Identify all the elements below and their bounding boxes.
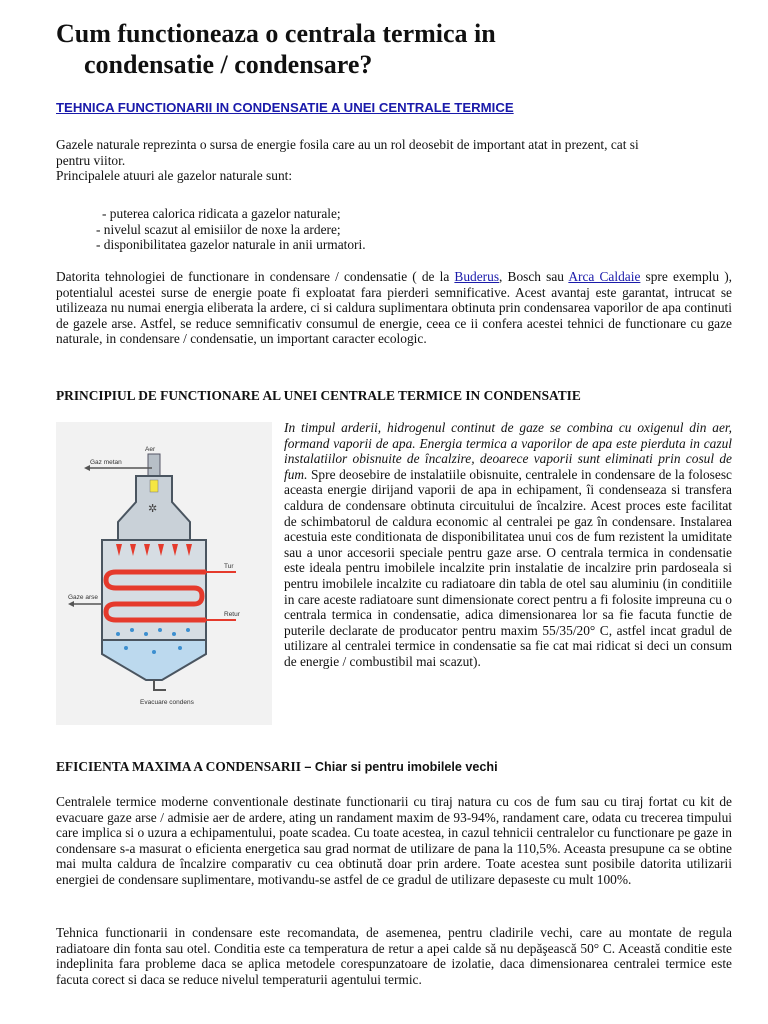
- page-title-line2: condensatie / condensare?: [84, 50, 373, 79]
- principle-paragraph: [284, 420, 732, 670]
- bullet-list: [96, 206, 696, 253]
- section-principiul-heading: PRINCIPIUL DE FUNCTIONARE AL UNEI CENTRALE TERMICE IN CONDENSATIE: [56, 388, 581, 403]
- principle-body-text: Spre deosebire de instalatiile obisnuite, centralele in condensare de la folosesc aceasta energie dirijand vaporii de apa in echipament, îi condenseaza si transfera caldura de condensare obtinuta circuitului de încalzire. Acest proces este facilitat de schimbatorul de caldura economic al centralei pe gaz în condensare. Instalarea acestuia este conditionata de disponibilitatea unui cos de fum rezistent la umiditate sau a unor accesorii speciale pentru gaze arse. O centrala termica in condensatie este ideala pentru imobilele incalzite prin instalatie de incalzire prin pardoseala si pentru imobilele incalzite cu radiatoare din tabla de otel sau aluminiu (in conditiile in care aceste radiatoare sunt dimensionate corect pentru a fi folosite impreuna cu o centrala termica in condensatie, adica dimensionarea lor sa fie facuta functie de puterile declarate de producator pentru maxim 55/35/20° C, astfel incat gradul de utilizare al centralei termice in condensatie sa fie cat mai ridicat si deci un consum de energie / combustibil mai scazut).: [284, 466, 732, 669]
- intro-paragraph-line2: pentru viitor.: [56, 152, 126, 168]
- gaz-metan-label: Gaz metan: [90, 459, 122, 466]
- drain-pipe-shape: [154, 680, 166, 690]
- tur-label: Tur: [224, 563, 234, 570]
- tech-text-pre: Datorita tehnologiei de functionare in condensare / condensatie ( de la: [56, 269, 455, 284]
- subtitle-link[interactable]: TEHNICA FUNCTIONARII IN CONDENSATIE A UNEI CENTRALE TERMICE: [56, 100, 514, 115]
- eficienta-paragraph-2: Tehnica functionarii in condensare este recomandata, de asemenea, pentru cladirile vechi, care au montate de regula radiatoare din fonta sau otel. Conditia este ca temperatura de retur a apei calde să nu depăşească 50° C. Această conditie este indeplinita fara probleme daca se aplica metodele corespunzatoare de izolatie, daca dimensionarea centralei termice este facuta corect si daca se reduce nivelul temperaturii agentului termic.: [56, 925, 732, 987]
- section-eficienta-heading: [56, 758, 732, 776]
- tech-text-mid: , Bosch sau: [499, 269, 569, 284]
- gas-valve-shape: [150, 480, 158, 492]
- buderus-link[interactable]: Buderus: [454, 269, 500, 284]
- bullet-item: - disponibilitatea gazelor naturale in anii urmatori.: [96, 237, 366, 253]
- principle-italic-text: In timpul arderii, hidrogenul continut de gaze se combina cu oxigenul din aer, formand vaporii de apa. Energia termica a vaporilor de apa este pierduta in cazul instalatiilor obisnuite de încalzire, deoarece vaporii sunt eliminati prin cosul de fum.: [284, 420, 732, 482]
- condensate-tank-shape: [102, 640, 206, 680]
- intro-atuuri: Principalele atuuri ale gazelor naturale sunt:: [56, 168, 293, 184]
- retur-label: Retur: [224, 611, 240, 618]
- arca-caldaie-link[interactable]: Arca Caldaie: [568, 269, 641, 284]
- eficienta-paragraph-1: Centralele termice moderne conventionale destinate functionarii cu tiraj natura cu cos de fum sau cu tiraj fortat cu kit de evacuare gaze arse / admisie aer de ardere, ating un randament maxim de 93-94%, randament care, odata cu trecerea timpului care implica si o uzura a echipamentului, poate scadea. Cu toate acestea, in cazul tehnicii centralelor cu functionare pe gaze in condensare s-a masurat o eficienta energetica sau grad normat de utilizare de pana la 110,5%. Aceasta presupune ca se obtine mai multa caldura de încalzire comparativ cu cea obtinută doar prin ardere. Toate acestea sunt posibile datorita utilizarii energiei de condensare suplimentare, motivandu-se astfel de ce gradul de utilizare depaseste cu mult 100%.: [56, 794, 732, 887]
- technology-paragraph: [56, 269, 732, 347]
- bullet-item: - nivelul scazut al emisiilor de noxe la ardere;: [96, 221, 341, 237]
- exhaust-arrow-icon: [68, 601, 74, 607]
- page-title-line1: Cum functioneaza o centrala termica in: [56, 19, 496, 48]
- eficienta-heading-bold: EFICIENTA MAXIMA A CONDENSARII: [56, 759, 301, 774]
- intro-paragraph-line1: Gazele naturale reprezinta o sursa de energie fosila care au un rol deosebit de important atat in prezent, cat si: [56, 137, 639, 152]
- gaze-arse-label: Gaze arse: [68, 594, 98, 601]
- page-title: [56, 18, 732, 80]
- eficienta-heading-rest: – Chiar si pentru imobilele vechi: [300, 760, 498, 774]
- tech-text-post: spre exemplu ), potentialul acestei surse de energie poate fi exploatat fara pierderi semnificative. Acest avantaj este garantat, intrucat se utilizeaza nu numai energia eliberata la ardere, ci si caldura suplimentara obtinuta prin condensarea vaporilor de apa continuti de gazele arse. Astfel, se reduce semnificativ consumul de energie, ceea ce ii confera acestei tehnici de functionare cu gaze naturale, in condensare / condensatie, un important caracter ecologic.: [56, 269, 732, 347]
- chimney-shape: [148, 454, 160, 476]
- evacuare-condens-label: Evacuare condens: [140, 699, 194, 706]
- boiler-diagram: [56, 422, 272, 725]
- bullet-item: - puterea calorica ridicata a gazelor naturale;: [102, 206, 341, 221]
- fan-icon: ✲: [148, 503, 158, 515]
- intro-block: [56, 137, 732, 184]
- boiler-diagram-svg: [56, 422, 272, 725]
- aer-label: Aer: [145, 446, 156, 453]
- principle-text-column: [284, 420, 732, 670]
- document-page: [56, 0, 732, 987]
